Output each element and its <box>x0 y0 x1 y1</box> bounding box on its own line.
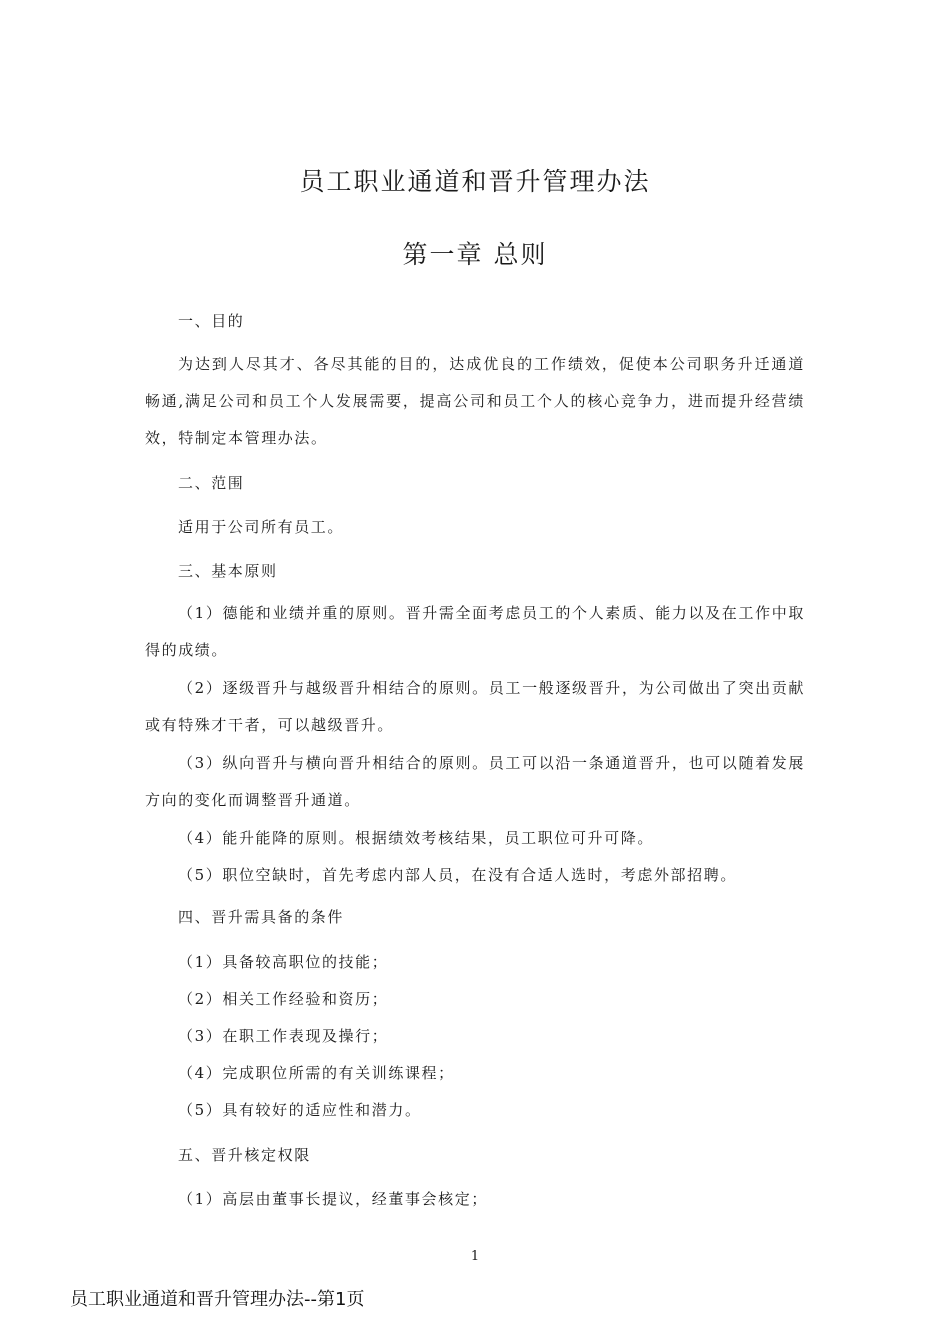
principle-item: （3）纵向晋升与横向晋升相结合的原则。员工可以沿一条通道晋升，也可以随着发展方向的变化而调整晋升通道。 <box>145 754 805 809</box>
principle-item: （4）能升能降的原则。根据绩效考核结果，员工职位可升可降。 <box>178 829 654 847</box>
section-text-purpose: 为达到人尽其才、各尽其能的目的，达成优良的工作绩效，促使本公司职务升迁通道畅通,满足公司和员工个人发展需要，提高公司和员工个人的核心竞争力，进而提升经营绩效，特制定本管理办法。 <box>145 355 805 447</box>
section-heading-conditions: 四、晋升需具备的条件 <box>178 908 345 926</box>
condition-item: （5）具有较好的适应性和潜力。 <box>178 1101 422 1119</box>
section-heading-scope: 二、范围 <box>178 474 245 492</box>
condition-item: （2）相关工作经验和资历； <box>178 990 389 1008</box>
authority-item: （1）高层由董事长提议，经董事会核定； <box>178 1190 488 1208</box>
page-number: 1 <box>470 1249 480 1264</box>
section-heading-principles: 三、基本原则 <box>178 562 278 580</box>
document-title: 员工职业通道和晋升管理办法 <box>299 167 651 196</box>
section-heading-authority: 五、晋升核定权限 <box>178 1146 311 1164</box>
condition-item: （4）完成职位所需的有关训练课程； <box>178 1064 455 1082</box>
condition-item: （1）具备较高职位的技能； <box>178 953 389 971</box>
section-heading-purpose: 一、目的 <box>178 312 245 330</box>
section-text-scope: 适用于公司所有员工。 <box>178 518 345 536</box>
chapter-title: 第一章 总则 <box>402 240 548 269</box>
principle-item: （2）逐级晋升与越级晋升相结合的原则。员工一般逐级晋升，为公司做出了突出贡献或有特殊才干者，可以越级晋升。 <box>145 679 805 734</box>
condition-item: （3）在职工作表现及操行； <box>178 1027 389 1045</box>
principle-item: （5）职位空缺时，首先考虑内部人员，在没有合适人选时，考虑外部招聘。 <box>178 866 737 884</box>
principle-item: （1）德能和业绩并重的原则。晋升需全面考虑员工的个人素质、能力以及在工作中取得的成绩。 <box>145 604 805 659</box>
page-footer: 员工职业通道和晋升管理办法--第1页 <box>70 1289 365 1310</box>
